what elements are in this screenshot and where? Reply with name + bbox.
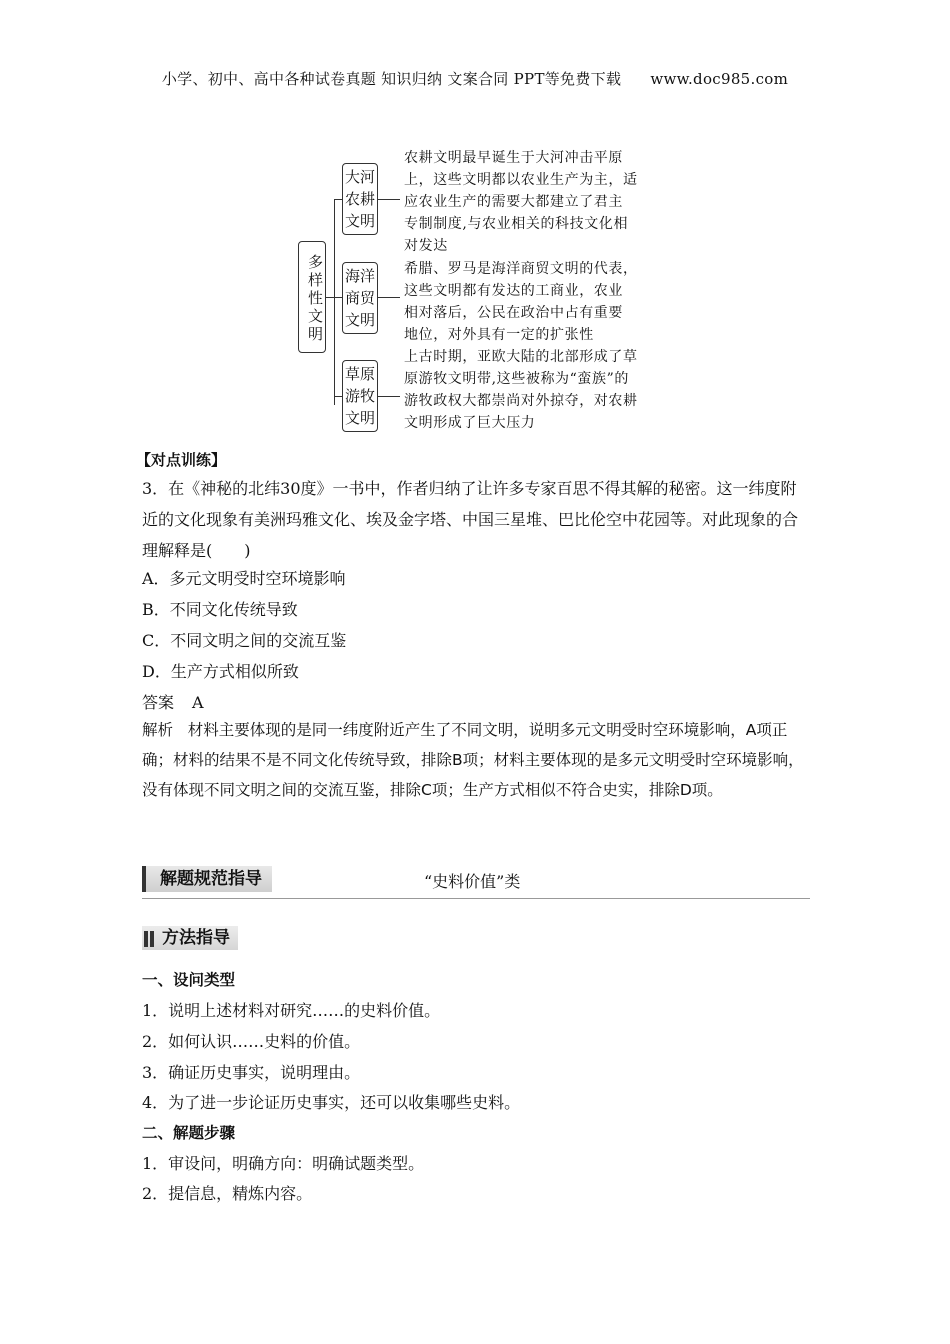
civilization-diagram <box>298 145 658 435</box>
option-c: C．不同文明之间的交流互鉴 <box>142 631 347 650</box>
connector <box>334 199 342 200</box>
branch-box-maritime-trade <box>342 262 378 334</box>
desc-line: 这些文明都有发达的工商业，农业 <box>404 283 623 299</box>
answer-value: A <box>192 693 204 712</box>
branch-box-river-farming <box>342 163 378 235</box>
connector <box>378 297 400 298</box>
analysis-label: 解析 <box>142 721 174 739</box>
branch-label-line: 文明 <box>344 311 375 329</box>
analysis-text: 材料主要体现的是同一纬度附近产生了不同文明，说明多元文明受时空环境影响，A项正确；材料的结果不是不同文化传统导致，排除B项；材料主要体现的是多元文明受时空环境影响，没有体现不同文明之间的交流互鉴，排除C项；生产方式相似不符合史实，排除D项。 <box>142 721 804 799</box>
branch-label-line: 草原 <box>344 365 375 383</box>
header-text: 小学、初中、高中各种试卷真题 知识归纳 文案合同 PPT等免费下载 <box>161 70 622 88</box>
connector <box>378 199 400 200</box>
desc-line: 相对落后，公民在政治中占有重要 <box>404 305 623 321</box>
desc-line: 游牧政权大都崇尚对外掠夺，对农耕 <box>404 393 638 409</box>
bars-icon <box>144 930 156 954</box>
desc-line: 农耕文明最早诞生于大河冲击平原 <box>404 150 623 166</box>
branch-label-line: 农耕 <box>344 190 375 208</box>
header-url[interactable]: www.doc985.com <box>650 70 789 88</box>
desc-line: 希腊、罗马是海洋商贸文明的代表， <box>404 261 638 277</box>
branch-label-line: 大河 <box>344 168 375 186</box>
option-d: D．生产方式相似所致 <box>142 662 299 681</box>
section2-item: 1．审设问，明确方向：明确试题类型。 <box>142 1154 425 1173</box>
banner-subtitle: “史料价值”类 <box>424 872 521 891</box>
section1-item: 3．确证历史事实，说明理由。 <box>142 1063 361 1082</box>
option-a: A．多元文明受时空环境影响 <box>142 569 346 588</box>
desc-line: 地位，对外具有一定的扩张性 <box>404 327 594 343</box>
branch-label-line: 游牧 <box>344 387 375 405</box>
option-b: B．不同文化传统导致 <box>142 600 298 619</box>
method-heading <box>142 926 238 950</box>
branch-desc-maritime-trade <box>404 258 654 346</box>
branch-box-grassland-nomad <box>342 360 378 432</box>
desc-line: 文明形成了巨大压力 <box>404 415 536 431</box>
connector <box>326 297 334 298</box>
branch-label-line: 商贸 <box>344 289 375 307</box>
section1-item: 2．如何认识……史料的价值。 <box>142 1032 361 1051</box>
analysis-paragraph <box>142 715 810 805</box>
branch-label-line: 海洋 <box>344 267 375 285</box>
diagram-root-box: 多样性文明 <box>298 241 326 353</box>
connector <box>334 297 342 298</box>
section1-item: 1．说明上述材料对研究……的史料价值。 <box>142 1001 441 1020</box>
answer-line <box>142 690 204 713</box>
section2-title: 二、解题步骤 <box>142 1124 236 1142</box>
guide-banner <box>142 866 810 899</box>
branch-label-line: 文明 <box>344 409 375 427</box>
method-title: 方法指导 <box>162 928 230 948</box>
section2-item: 2．提信息，精炼内容。 <box>142 1184 313 1203</box>
desc-line: 应农业生产的需要大都建立了君主 <box>404 194 623 210</box>
desc-line: 对发达 <box>404 238 448 254</box>
branch-label-line: 文明 <box>344 212 375 230</box>
branch-desc-grassland-nomad <box>404 346 654 434</box>
answer-label: 答案 <box>142 693 175 712</box>
connector <box>378 396 400 397</box>
connector <box>334 199 335 405</box>
question-text: 3．在《神秘的北纬30度》一书中，作者归纳了让许多专家百思不得其解的秘密。这一纬度附近的文化现象有美洲玛雅文化、埃及金字塔、中国三星堆、巴比伦空中花园等。对此现象的合理解释是( ) <box>142 479 799 560</box>
desc-line: 原游牧文明带,这些被称为“蛮族”的 <box>404 371 629 387</box>
branch-desc-river-farming <box>404 147 654 257</box>
desc-line: 专制制度,与农业相关的科技文化相 <box>404 216 629 232</box>
section1-item: 4．为了进一步论证历史事实，还可以收集哪些史料。 <box>142 1093 521 1112</box>
desc-line: 上，这些文明都以农业生产为主，适 <box>404 172 638 188</box>
page-header <box>0 68 950 89</box>
training-label: 【对点训练】 <box>136 451 227 469</box>
banner-title: 解题规范指导 <box>142 866 272 892</box>
desc-line: 上古时期，亚欧大陆的北部形成了草 <box>404 349 638 365</box>
connector <box>334 396 342 397</box>
section1-title: 一、设问类型 <box>142 971 236 989</box>
